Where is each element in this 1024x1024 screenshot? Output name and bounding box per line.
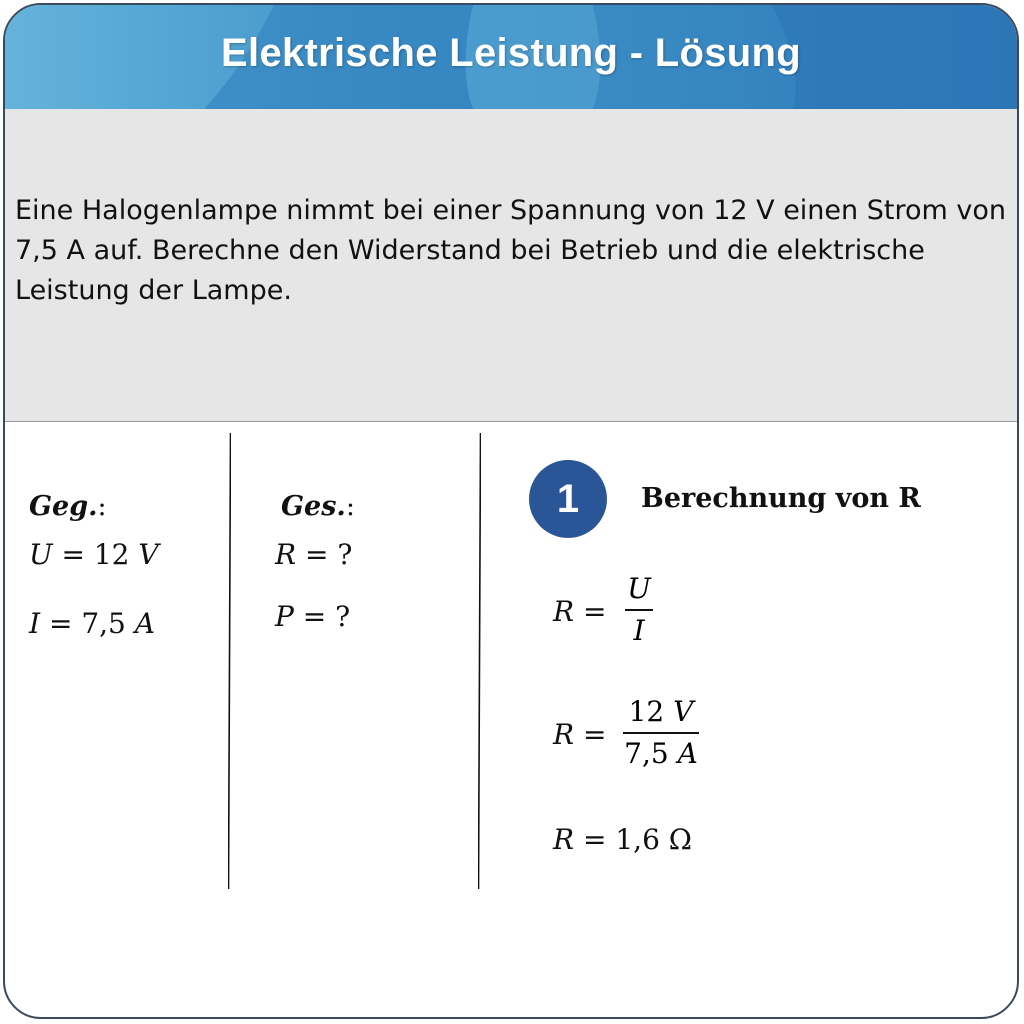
step-title: Berechnung von R bbox=[641, 483, 921, 514]
eq1-denominator: I bbox=[633, 614, 645, 647]
equation-3-result bbox=[553, 823, 692, 856]
slide-card bbox=[3, 3, 1019, 1019]
given-voltage bbox=[29, 538, 159, 571]
current-unit: A bbox=[134, 607, 155, 640]
given-heading bbox=[29, 491, 107, 522]
sought-power bbox=[275, 600, 350, 633]
step-number-badge: 1 bbox=[529, 460, 607, 538]
equation-1-lhs bbox=[553, 595, 615, 628]
page-title: Elektrische Leistung - Lösung bbox=[221, 31, 801, 75]
equation-2-lhs bbox=[553, 718, 615, 751]
voltage-symbol: U bbox=[29, 538, 53, 571]
eq2-fraction-bar bbox=[623, 732, 699, 734]
equation-2-fraction bbox=[623, 695, 699, 771]
eq2-denominator-value: 7,5 bbox=[624, 737, 678, 770]
sought-colon: : bbox=[345, 491, 355, 522]
eq2-numerator-value: 12 bbox=[628, 695, 674, 728]
voltage-value: = 12 bbox=[52, 538, 139, 571]
sought-label: Ges. bbox=[281, 491, 346, 522]
sought-heading bbox=[281, 491, 355, 522]
sought-resistance bbox=[275, 538, 352, 571]
voltage-unit: V bbox=[138, 538, 159, 571]
given-colon: : bbox=[97, 491, 107, 522]
eq2-numerator bbox=[629, 695, 694, 729]
eq1-symbol: R bbox=[553, 595, 575, 628]
eq2-symbol: R bbox=[553, 718, 575, 751]
current-symbol: I bbox=[29, 607, 41, 640]
column-divider-right bbox=[478, 433, 481, 889]
eq2-denominator-unit: A bbox=[677, 737, 698, 770]
eq1-fraction-bar bbox=[625, 609, 653, 611]
header-banner bbox=[5, 5, 1017, 109]
column-divider-left bbox=[228, 433, 231, 889]
eq1-numerator: U bbox=[627, 572, 651, 605]
given-current bbox=[29, 607, 155, 640]
eq2-numerator-unit: V bbox=[673, 695, 694, 728]
eq2-denominator bbox=[624, 737, 698, 771]
eq1-equals: = bbox=[574, 595, 616, 628]
task-description: Eine Halogenlampe nimmt bei einer Spannung von 12 V einen Strom von 7,5 A auf. Berechne den Widerstand bei Betrieb und die elektrische Leistung der Lampe. bbox=[15, 195, 1006, 306]
task-panel bbox=[5, 109, 1017, 422]
power-unknown: = ? bbox=[293, 600, 351, 633]
eq2-equals: = bbox=[574, 718, 616, 751]
equation-1-fraction bbox=[625, 572, 653, 648]
power-symbol: P bbox=[275, 600, 294, 633]
resistance-symbol: R bbox=[275, 538, 297, 571]
eq3-symbol: R bbox=[553, 823, 575, 856]
given-label: Geg. bbox=[29, 491, 98, 522]
eq3-result-value: = 1,6 Ω bbox=[574, 823, 692, 856]
resistance-unknown: = ? bbox=[296, 538, 353, 571]
current-value: = 7,5 bbox=[40, 607, 135, 640]
